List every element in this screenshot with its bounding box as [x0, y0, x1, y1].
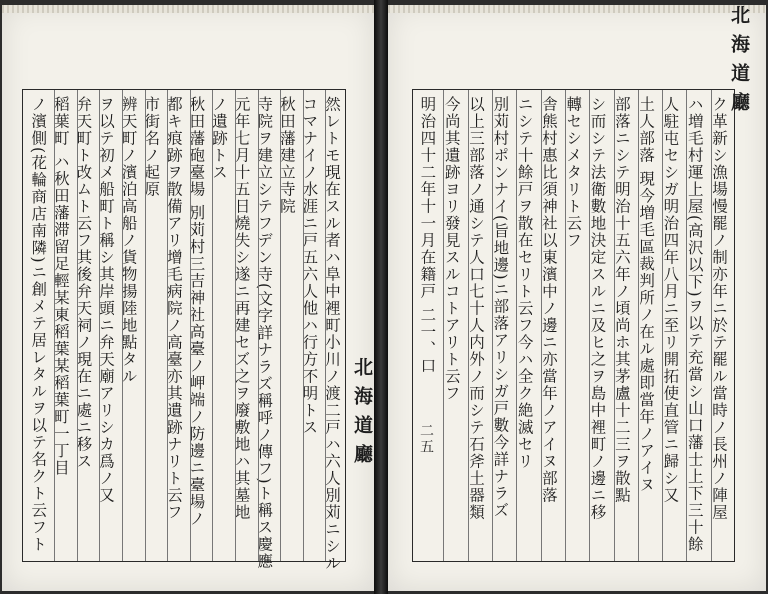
- text-column: 然レトモ現在スル者ハ阜中裡町小川ノ渡二戸ハ六人別苅ニシル: [323, 96, 341, 572]
- text-column: ノ濱側(花輪商店南隣)ニ創メテ居レタルヲ以テ名クト云フト: [29, 96, 48, 554]
- page-edge: [2, 5, 374, 13]
- page-number: 二五: [418, 423, 434, 455]
- text-column: 明治四十二年十一月在籍戸 二一、口: [418, 96, 437, 375]
- text-column: 都キ痕跡ヲ散備アリ增毛病院ノ高臺亦其遺跡ナリト云フ: [164, 96, 183, 521]
- column-rule: [167, 90, 168, 561]
- column-rule: [54, 90, 55, 561]
- column-rule: [686, 90, 687, 561]
- left-text-frame: [22, 89, 346, 572]
- column-rule: [212, 90, 213, 561]
- column-rule: [122, 90, 123, 561]
- running-title: 北海道廳: [728, 5, 750, 121]
- column-rule: [190, 90, 191, 561]
- column-rule: [303, 90, 304, 561]
- book-gutter: [374, 0, 388, 594]
- right-page: [388, 5, 766, 591]
- text-column: 舎熊村惠比須神社以東濱中ノ邊ニ亦當年ノアイヌ部落: [539, 96, 558, 504]
- column-rule: [541, 90, 542, 561]
- text-column: 稻葉町 ハ秋田藩滞留足輕某東稻葉某稻葉町一丁目: [51, 96, 70, 477]
- text-column: 秋田藩建立寺院: [277, 96, 296, 215]
- text-column: 辨天町ノ濱泊高船ノ貨物揚陸地點タル: [119, 96, 138, 385]
- text-column: 秋田藩砲臺場 別苅村三吉神社高臺ノ岬端ノ防邊ニ臺場ノ: [187, 96, 206, 528]
- column-rule: [516, 90, 517, 561]
- text-column: ク革新シ漁場慢罷ノ制亦年ニ於テ罷ル當時ノ長州ノ陣屋: [710, 96, 728, 521]
- text-column: ニシテ十餘戸ヲ散在セリト云フ今ハ全ク絶滅セリ: [515, 96, 534, 470]
- text-column: 弁天町ト改ムト云フ其後弁天祠ノ現在ニ處ニ移ス: [74, 96, 93, 470]
- column-rule: [614, 90, 615, 561]
- text-column: 土人部落 現今増毛區裁判所ノ在ル處即當年ノアイヌ: [637, 96, 656, 494]
- column-rule: [468, 90, 469, 561]
- text-column: コマナイノ水涯ニ戸五六人他ハ行方不明トス: [300, 96, 319, 436]
- text-column: 轉セシメタリト云フ: [564, 96, 583, 249]
- column-rule: [638, 90, 639, 561]
- running-title: 北海道廳: [351, 357, 373, 473]
- column-rule: [235, 90, 236, 561]
- left-page: [2, 5, 374, 591]
- text-column: シ而シテ法衛數地決定スルニ及ヒ之ヲ島中裡町ノ邊ニ移: [588, 96, 607, 521]
- column-rule: [280, 90, 281, 561]
- column-rule: [443, 90, 444, 561]
- text-column: 今尚其遺跡ヨリ發見スルコトアリト云フ: [442, 96, 461, 402]
- column-rule: [77, 90, 78, 561]
- text-column: ハ増毛村運上屋(高沢以下)ヲ以テ充當シ山口藩士上下三十餘: [685, 96, 704, 554]
- text-column: 以上三部落ノ通シテ人口七十人内外ノ而シテ石斧土器類: [467, 96, 485, 521]
- column-rule: [99, 90, 100, 561]
- text-column: 部落ニシテ明治十五六年ノ頃尚ホ其茅盧十二三ヲ散點: [612, 96, 631, 504]
- column-rule: [589, 90, 590, 561]
- text-column: ヲ以テ初メ船町ト稱シ其岸頭ニ弁天廟アリシカ爲ノ又: [97, 96, 115, 504]
- column-rule: [662, 90, 663, 561]
- column-rule: [258, 90, 259, 561]
- column-rule: [145, 90, 146, 561]
- page-edge: [388, 5, 766, 13]
- column-rule: [492, 90, 493, 561]
- text-column: 市街名ノ起原: [142, 96, 161, 198]
- column-rule: [325, 90, 326, 561]
- right-text-frame: [412, 89, 735, 562]
- text-column: 寺院ヲ建立シテフデン寺(文字詳ナラズ稱呼ノ傳フ)ト稱ス慶應: [255, 96, 274, 571]
- text-column: 元年七月十五日燒失シ遂ニ再建セズ之ヲ廢敷地ハ其墓地: [232, 96, 251, 521]
- column-rule: [711, 90, 712, 561]
- text-column: 別苅村ポンナイ(旨地邊)ニ部落アリシガ戸數今詳ナラズ: [491, 96, 510, 520]
- text-column: 人駐屯セシガ明治四年八月ニ至リ開拓使直管ニ歸シ又: [661, 96, 680, 504]
- column-rule: [565, 90, 566, 561]
- text-column: ノ遺跡トス: [210, 96, 228, 181]
